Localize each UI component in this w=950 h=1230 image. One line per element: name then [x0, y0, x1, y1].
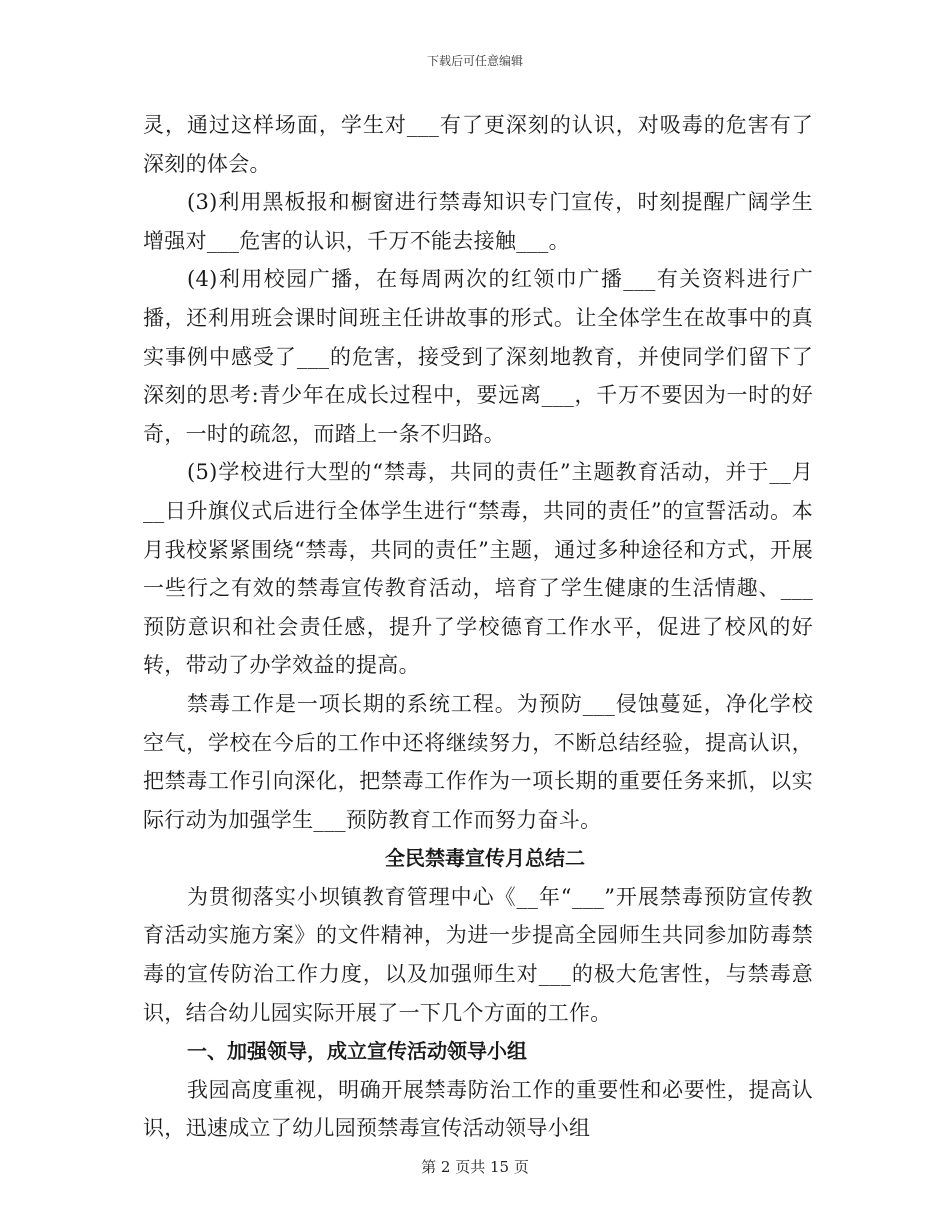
- paragraph-5: 禁毒工作是一项长期的系统工程。为预防___侵蚀蔓延，净化学校空气，学校在今后的工作中还将继续努力，不断总结经验，提高认识，把禁毒工作引向深化，把禁毒工作作为一项长期的重要任务来抓，以实际行动为加强学生___预防教育工作而努力奋斗。: [143, 691, 813, 832]
- paragraph-4: (5)学校进行大型的“禁毒，共同的责任”主题教育活动，并于__月__日升旗仪式后进行全体学生进行“禁毒，共同的责任”的宣誓活动。本月我校紧紧围绕“禁毒，共同的责任”主题，通过多种途径和方式，开展一些行之有效的禁毒宣传教育活动，培育了学生健康的生活情趣、___预防意识和社会责任感，提升了学校德育工作水平，促进了校风的好转，带动了办学效益的提高。: [143, 460, 813, 678]
- section-heading-1: 一、加强领导，成立宣传活动领导小组: [187, 1039, 527, 1064]
- document-body: [143, 106, 813, 1148]
- paragraph-2: (3)利用黑板报和橱窗进行禁毒知识专门宣传，时刻提醒广阔学生增强对___危害的认识，千万不能去接触___。: [143, 190, 813, 253]
- paragraph-3: (4)利用校园广播，在每周两次的红领巾广播___有关资料进行广播，还利用班会课时间班主任讲故事的形式。让全体学生在故事中的真实事例中感受了___的危害，接受到了深刻地教育，并使同学们留下了深刻的思考:青少年在成长过程中，要远离___，千万不要因为一时的好奇，一时的疏忽，而踏上一条不归路。: [143, 267, 813, 446]
- paragraph-6: 为贯彻落实小坝镇教育管理中心《__年“___”开展禁毒预防宣传教育活动实施方案》的文件精神，为进一步提高全园师生共同参加防毒禁毒的宣传防治工作力度，以及加强师生对___的极大危害性，与禁毒意识，结合幼儿园实际开展了一下几个方面的工作。: [143, 884, 813, 1025]
- page-header: 下载后可任意编辑: [426, 54, 523, 68]
- paragraph-1: 灵，通过这样场面，学生对___有了更深刻的认识，对吸毒的危害有了深刻的体会。: [143, 113, 813, 176]
- paragraph-7: 我园高度重视，明确开展禁毒防治工作的重要性和必要性，提高认识，迅速成立了幼儿园预禁毒宣传活动领导小组: [143, 1077, 813, 1141]
- page-footer: 第 2 页共 15 页: [421, 1158, 529, 1176]
- section-title: 全民禁毒宣传月总结二: [385, 846, 585, 871]
